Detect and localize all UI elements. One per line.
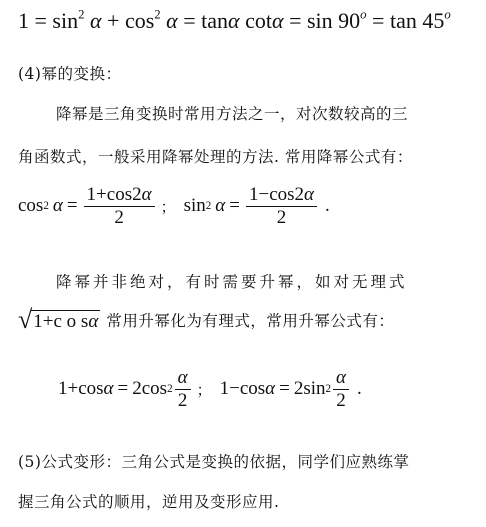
radical-sign: √ <box>18 305 33 334</box>
section-5-line-2: 握三角公式的顺用，逆用及变形应用. <box>18 493 280 511</box>
section-4-heading: (4)幂的变换： <box>18 65 122 83</box>
paragraph-2-line-1: 降幂并非绝对，有时需要升幂，如对无理式 <box>56 273 408 291</box>
fraction-cos-reduction: $\frac{1+\cos 2\alpha}{2}$ <box>84 185 155 228</box>
power-raising-formulas: 1+ cos α = 2 cos 2 $\frac{\alpha}{2}$ ； 1− cos α = 2 sin 2 $\frac{\alpha}{2}$ . <box>58 367 362 411</box>
num-one: 1 <box>18 8 29 33</box>
paragraph-1-line-2: 角函数式，一般采用降幂处理的方法. 常用降幂公式有： <box>18 148 413 166</box>
sqrt-expression: √ 1+c o sα <box>18 305 99 334</box>
fraction-alpha-half-2: $\frac{\alpha}{2}$ <box>333 368 349 411</box>
power-reduction-formulas: cos 2 α = $\frac{1+\cos 2\alpha}{2}$ ； sin 2 α = $\frac{1-\cos 2\alpha}{2}$ . <box>18 184 330 228</box>
fraction-alpha-half-1: $\frac{\alpha}{2}$ <box>175 368 191 411</box>
section-5-line-1: (5)公式变形：三角公式是变换的依据，同学们应熟练掌 <box>18 453 410 471</box>
identity-formula: $1 = \sin^2 \alpha + \cos^2 \alpha = \tan\alpha$ cotα = sin 90$^o$ = tan 45$^o$ <box>18 7 451 33</box>
paragraph-1-line-1: 降幂是三角变换时常用方法之一，对次数较高的三 <box>56 105 409 123</box>
fraction-sin-reduction: $\frac{1-\cos 2\alpha}{2}$ <box>246 185 317 228</box>
paragraph-2-line-2: √ 1+c o sα 常用升幂化为有理式，常用升幂公式有： <box>18 305 395 334</box>
